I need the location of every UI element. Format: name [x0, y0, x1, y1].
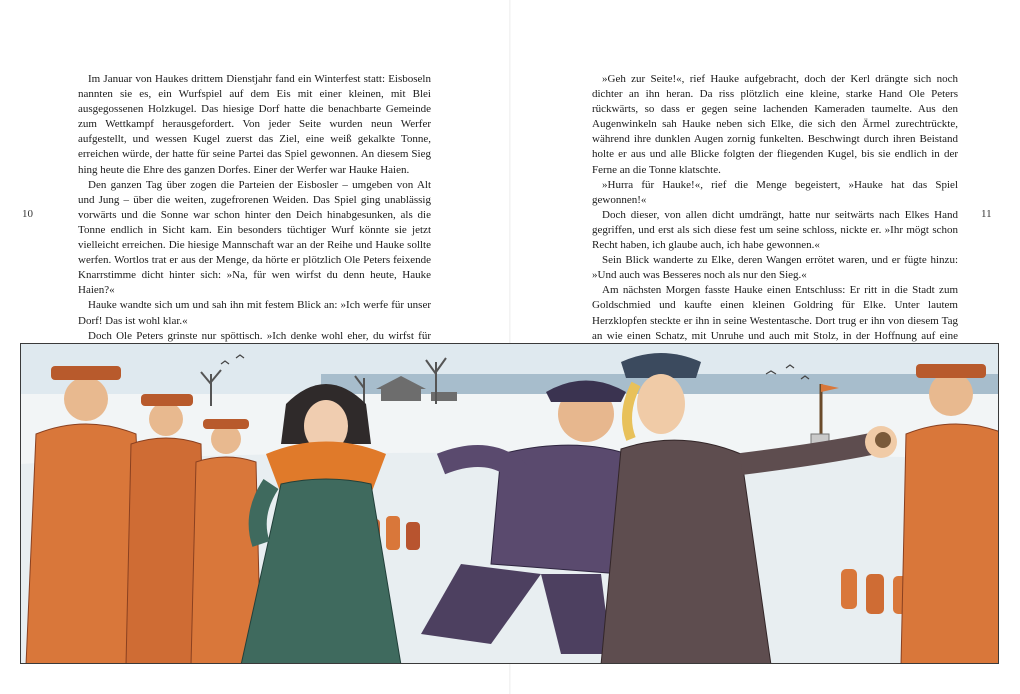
paragraph: Hauke wandte sich um und sah ihn mit festem Blick an: »Ich werfe für unser Dorf! Das ist wohl klar.« [78, 299, 431, 327]
paragraph: Sein Blick wanderte zu Elke, deren Wangen errötet waren, und er fügte hinzu: »Und auch was Besseres noch als nur den Sieg.« [592, 254, 958, 282]
left-page-text [78, 72, 431, 359]
paragraph: Im Januar von Haukes drittem Dienstjahr fand ein Winterfest statt: Eisboseln nannten sie es, ein Wurfspiel auf dem Eis mit einer kleinen, mit Blei ausgegossenen Holzkugel. Das hiesige Dorf hatte die benachbarte Gemeinde zum Wettkampf herausgefordert. Von jeder Seite wurden neun Werfer aufgestellt, und wessen Kugel zuerst das Ziel, eine weiß gekalkte Tonne, erreichen würde, der hatte für seine Partei das Spiel gewonnen. An diesem Sieg hing heute die Ehre des ganzen Dorfes. Einer der Werfer war Hauke Haien. [78, 73, 431, 176]
illustration-svg [21, 344, 999, 664]
paragraph: »Geh zur Seite!«, rief Hauke aufgebracht, doch der Kerl drängte sich noch dichter an ihn heran. Da riss plötzlich eine kleine, starke Hand Ole Peters rückwärts, so dass er gegen seine lachenden Kameraden taumelte. Aus den Augenwinkeln sah Hauke neben sich Elke, die sich den Ärmel zurechtrückte, während ihre dunklen Augen zornig funkelten. Beschwingt durch ihren Beistand holte er aus und alle Blicke folgten der fliegenden Kugel, bis sie endlich in der Ferne an die Tonne klatschte. [592, 73, 958, 176]
paragraph: »Hurra für Hauke!«, rief die Menge begeistert, »Hauke hat das Spiel gewonnen!« [592, 178, 958, 206]
paragraph: Doch dieser, von allen dicht umdrängt, hatte nur seitwärts nach Elkes Hand gegriffen, und erst als sich diese fest um seine schloss, nickte er. »Ihr mögt schon Recht haben, ich glaube auch, ich habe gewonnen.« [592, 208, 958, 252]
page-number-right: 11 [981, 208, 992, 220]
winter-festival-illustration [20, 343, 999, 664]
paragraph: Den ganzen Tag über zogen die Parteien der Eisbosler – umgeben von Alt und Jung – über die weiten, zugefrorenen Weiden. Das Spiel ging unablässig vorwärts und die Sonne war schon hinter den Deich hinabgesunken, als die Tonne endlich in Sicht kam. Ein besonders tüchtiger Wurf könnte sie jetzt vielleicht erreichen. Die hiesige Mannschaft war an der Reihe und Hauke sollte werfen. Wortlos trat er aus der Menge, da hörte er plötzlich Ole Peters feixende Knarrstimme dicht hinter sich: »Na, für wen wirfst du denn heute, Hauke Haien?« [78, 178, 431, 297]
paragraph: Doch Ole Peters grinste nur spöttisch. »Ich denke wohl eher, du wirfst für [88, 329, 431, 342]
page-number-left: 10 [22, 208, 33, 220]
right-page-text [592, 72, 958, 359]
paragraph: Am nächsten Morgen fasste Hauke einen Entschluss: Er ritt in die Stadt zum Goldschmied und kaufte einen kleinen Goldring für Elke. Unter lautem Herzklopfen steckte er ihn in seine Westentasche. Dort trug er ihn von diesem Tag an wie einen Schatz, mit Unruhe und auch mit Stolz, in der Hoffnung auf eine [592, 284, 958, 342]
